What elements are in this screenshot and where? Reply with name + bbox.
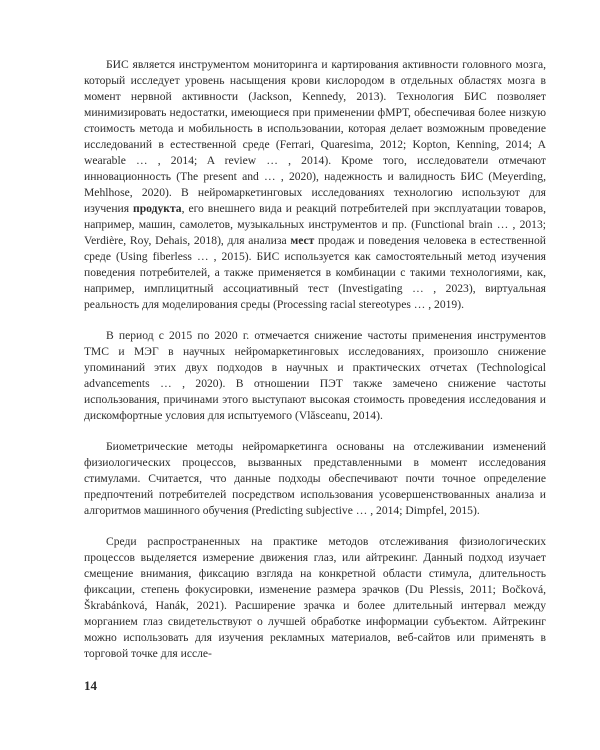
- paragraph-1-segment-1: БИС является инструментом мониторинга и картирования активности головного мозга, который исследует уровень насыщения крови кислородом в отдельных областях мозга в момент нервной активности (Jackson, Kennedy, 2013). Технология БИС позволяет минимизировать недостатки, имеющиеся при применении фМРТ, обеспечивая более низкую стоимость метода и мобильность в использовании, которая делает возможным проведение исследований в естественной среде (Ferrari, Quaresima, 2012; Kopton, Kenning, 2014; A wearable … , 2014; A review … , 2014). Кроме того, исследователи отмечают инновационность (The present and … , 2020), надежность и валидность БИС (Meyerding, Mehlhose, 2020). В нейромаркетинговых исследованиях технологию используют для изучения: [84, 58, 546, 215]
- paragraph-1: [84, 57, 546, 313]
- page-number: 14: [84, 678, 97, 693]
- paragraph-1-segment-5: продаж и поведения человека в естественной среде (Using fiberless … , 2015). БИС используется как самостоятельный метод изучения поведения потребителей, а также применяется в комбинации с такими технологиями, как, например, имплицитный ассоциативный тест (Investigating … , 2023), виртуальная реальность для моделирования среды (Processing racial stereotypes … , 2019).: [84, 234, 546, 311]
- body-text: [84, 57, 546, 677]
- term-product: продукта: [133, 202, 182, 215]
- paragraph-3: [84, 439, 546, 519]
- paragraph-1-segment-3: , его внешнего вида и реакций потребителей при эксплуатации товаров, например, машин, самолетов, музыкальных инструментов и пр. (Functional brain … , 2013; Verdière, Roy, Dehais, 2018), для анализа: [84, 202, 546, 247]
- paragraph-2-text: В период с 2015 по 2020 г. отмечается снижение частоты применения инструментов ТМС и МЭГ в научных нейромаркетинговых исследованиях, произошло снижение упоминаний этих двух подходов в научных и практических отчетах (Technological advancements … , 2020). В отношении ПЭТ также замечено снижение частоты использования, причинами этого выступают высокая стоимость проведения исследования и дискомфортные условия для испытуемого (Vlăsceanu, 2014).: [84, 329, 546, 422]
- paragraph-4-text: Среди распространенных на практике методов отслеживания физиологических процессов выделяется измерение движения глаз, или айтрекинг. Данный подход изучает смещение внимания, фиксацию взгляда на конкретной области стимула, длительность фиксации, степень фокусировки, изменение размера зрачков (Du Plessis, 2011; Bočková, Škrabánková, Hanák, 2021). Расширение зрачка и более длительный интервал между морганием глаз свидетельствуют о лучшей обработке информации субъектом. Айтрекинг можно использовать для изучения рекламных материалов, веб-сайтов или применять в торговой точке для иссле-: [84, 535, 546, 660]
- paragraph-4: [84, 534, 546, 662]
- term-places: мест: [290, 234, 315, 247]
- paragraph-3-text: Биометрические методы нейромаркетинга основаны на отслеживании изменений физиологических процессов, вызванных представленными в момент исследования стимулами. Считается, что данные подходы обеспечивают почти точное определение предпочтений потребителей посредством использования усовершенствованных анализа и алгоритмов машинного обучения (Predicting subjective … , 2014; Dimpfel, 2015).: [84, 440, 546, 517]
- paragraph-2: [84, 328, 546, 424]
